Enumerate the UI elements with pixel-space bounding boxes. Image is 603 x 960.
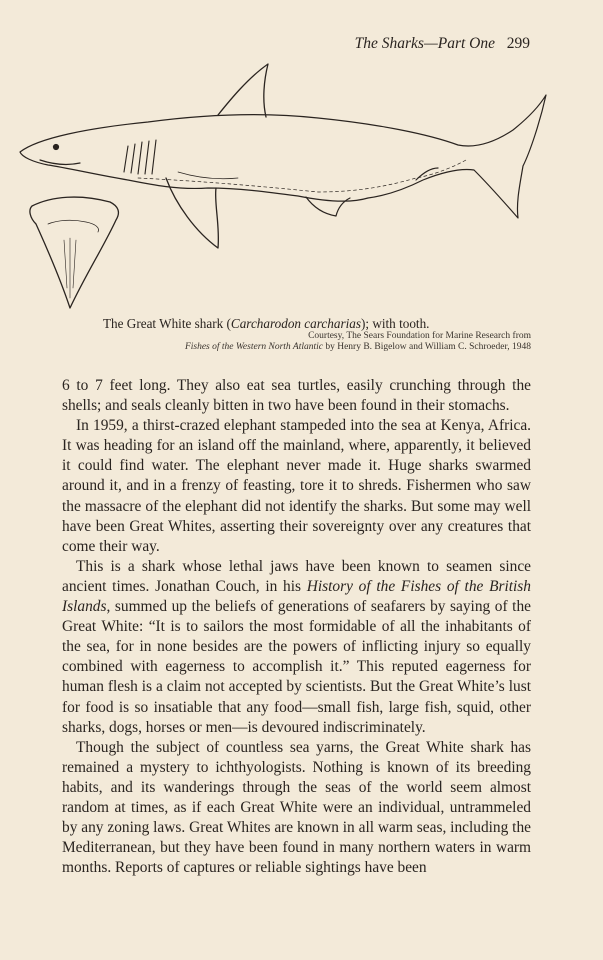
credit-line-2	[185, 342, 531, 353]
caption-text: The Great White shark (	[103, 316, 231, 331]
book-title: History of the Fishes of the British Islands	[62, 577, 531, 616]
paragraph-1: 6 to 7 feet long. They also eat sea turtles, easily crunching through the shells; and seals cleanly bitten in two have been found in their stomachs.	[62, 377, 531, 415]
credit-book-title: Fishes of the Western North Atlantic	[184, 342, 323, 352]
shark-illustration	[18, 60, 552, 315]
figure-caption	[103, 316, 429, 332]
shark-gills	[124, 140, 156, 174]
shark-tooth-shading	[64, 238, 76, 298]
shark-pelvic-fin	[306, 197, 350, 216]
caption-species: Carcharodon carcharias	[230, 316, 361, 331]
shark-dorsal-fin	[218, 64, 268, 117]
shark-tooth-root	[48, 220, 99, 232]
page-header	[0, 32, 603, 56]
paragraph-3-start: This is a shark whose lethal jaws have been known to seamen since ancient times. Jonathan Couch, in his	[62, 557, 531, 595]
paragraph-4: Though the subject of countless sea yarns, the Great White shark has remained a mystery to ichthyologists. Nothing is known of its breeding habits, and its wanderings through the seas of the world seem almost random at times, as if each Great White were an individual, untrammeled by any zoning laws. Great Whites are known in all warm seas, including the Mediterranean, but they have been found in many northern waters in warm months. Reports of captures or reliable sightings have been	[62, 738, 531, 877]
shark-mouth	[40, 160, 80, 164]
page-number: 299	[506, 35, 530, 52]
figure-credit	[185, 331, 531, 353]
credit-authors: by Henry B. Bigelow and William C. Schroeder, 1948	[322, 342, 531, 352]
paragraph-2: In 1959, a thirst-crazed elephant stampeded into the sea at Kenya, Africa. It was heading for an island off the mainland, where, apparently, it believed it could find water. The elephant never made it. Huge sharks swarmed around it, and in a frenzy of feasting, tore it to shreds. Fishermen who saw the massacre of the elephant did not identify the sharks. But some may well have been Great Whites, asserting their sovereignty over any creatures that come their way.	[62, 417, 531, 555]
shark-lateral-line	[138, 160, 466, 192]
shark-tooth	[30, 197, 119, 308]
body-text	[62, 376, 531, 878]
paragraph-3-rest: , summed up the beliefs of generations of seafarers by saying of the Great White: “It is to sailors the most formidable of all the inhabitants of the sea, for in none besides are the powers of inflicting injury so equally combined with eagerness to accomplish it.” This reputed eagerness for human flesh is a claim not accepted by scientists. But the Great White’s lust for food is so insatiable that any food—small fish, large fish, squid, other sharks, dogs, horses or men—is devoured indiscriminately.	[62, 598, 531, 736]
running-title: The Sharks—Part One	[354, 35, 495, 52]
shark-belly-shading	[178, 172, 238, 179]
shark-eye	[54, 145, 59, 150]
caption-end: ); with tooth.	[360, 316, 430, 331]
credit-line-1: Courtesy, The Sears Foundation for Marine Research from	[308, 331, 531, 341]
paragraph-3	[62, 557, 531, 738]
